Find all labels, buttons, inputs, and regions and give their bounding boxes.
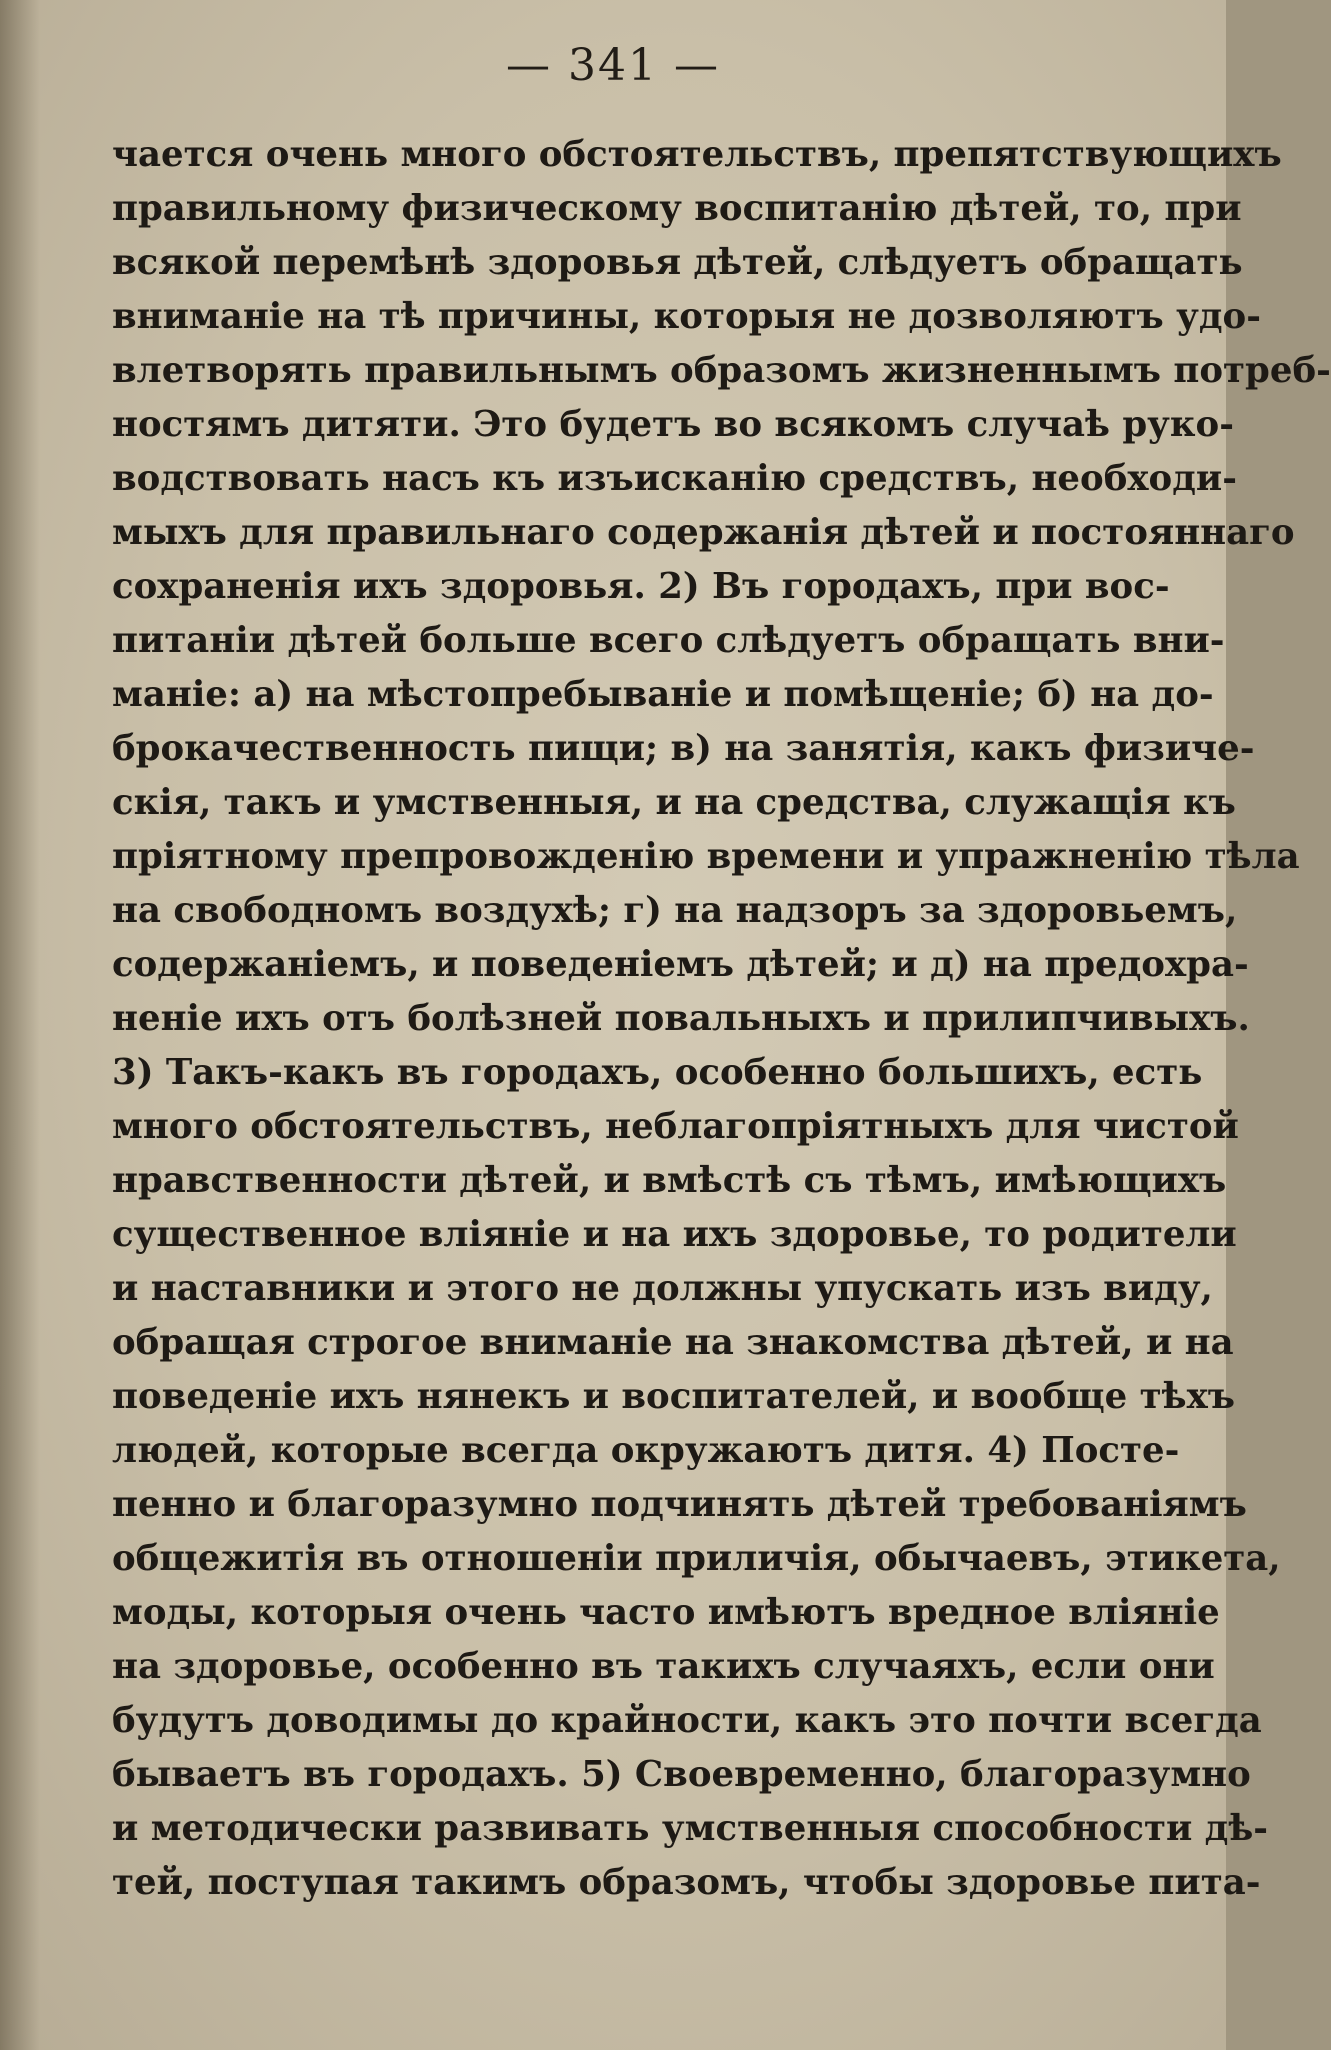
text-line: существенное вліяніе и на ихъ здоровье, то родители [112,1214,1237,1255]
text-line: людей, которые всегда окружаютъ дитя. 4) Посте- [112,1430,1180,1471]
text-line: бываетъ въ городахъ. 5) Своевременно, благоразумно [112,1754,1251,1795]
text-line: на здоровье, особенно въ такихъ случаяхъ, если они [112,1646,1215,1687]
text-line: нравственности дѣтей, и вмѣстѣ съ тѣмъ, имѣющихъ [112,1160,1227,1201]
text-line: много обстоятельствъ, неблагопріятныхъ для чистой [112,1106,1239,1147]
text-line: и методически развивать умственныя способности дѣ- [112,1808,1269,1849]
text-line: сохраненія ихъ здоровья. 2) Въ городахъ, при вос- [112,566,1170,607]
text-line: скія, такъ и умственныя, и на средства, служащія къ [112,782,1236,823]
text-line: брокачественность пищи; в) на занятія, какъ физиче- [112,728,1255,769]
text-line: всякой перемѣнѣ здоровья дѣтей, слѣдуетъ обращать [112,242,1243,283]
text-line: водствовать насъ къ изъисканію средствъ, необходи- [112,458,1237,499]
text-line: пенно и благоразумно подчинять дѣтей требованіямъ [112,1484,1247,1525]
text-line: маніе: а) на мѣстопребываніе и помѣщеніе; б) на до- [112,674,1214,715]
text-line: пріятному препровожденію времени и упражненію тѣла [112,836,1300,877]
page-edge-shadow [0,0,40,2050]
text-line: мыхъ для правильнаго содержанія дѣтей и постояннаго [112,512,1295,553]
text-line: будутъ доводимы до крайности, какъ это почти всегда [112,1700,1262,1741]
text-line: моды, которыя очень часто имѣютъ вредное вліяніе [112,1592,1220,1633]
text-line: поведеніе ихъ нянекъ и воспитателей, и вообще тѣхъ [112,1376,1235,1417]
text-line: общежитія въ отношеніи приличія, обычаевъ, этикета, [112,1538,1281,1579]
text-line: тей, поступая такимъ образомъ, чтобы здоровье пита- [112,1862,1261,1903]
text-line: чается очень много обстоятельствъ, препятствующихъ [112,134,1282,175]
text-line: влетворять правильнымъ образомъ жизненнымъ потреб- [112,350,1331,391]
text-line: и наставники и этого не должны упускать изъ виду, [112,1268,1213,1309]
text-line: вниманіе на тѣ причины, которыя не дозволяютъ удо- [112,296,1261,337]
text-line: правильному физическому воспитанію дѣтей, то, при [112,188,1242,229]
text-line: ностямъ дитяти. Это будетъ во всякомъ случаѣ руко- [112,404,1234,445]
body-text [112,128,1331,1910]
text-line: неніе ихъ отъ болѣзней повальныхъ и прилипчивыхъ. [112,998,1250,1039]
text-line: питаніи дѣтей больше всего слѣдуетъ обращать вни- [112,620,1225,661]
page-number: — 341 — [506,40,720,91]
text-line: на свободномъ воздухѣ; г) на надзоръ за здоровьемъ, [112,890,1238,931]
text-line: обращая строгое вниманіе на знакомства дѣтей, и на [112,1322,1234,1363]
text-line: содержаніемъ, и поведеніемъ дѣтей; и д) на предохра- [112,944,1249,985]
text-line: 3) Такъ-какъ въ городахъ, особенно большихъ, есть [112,1052,1203,1093]
